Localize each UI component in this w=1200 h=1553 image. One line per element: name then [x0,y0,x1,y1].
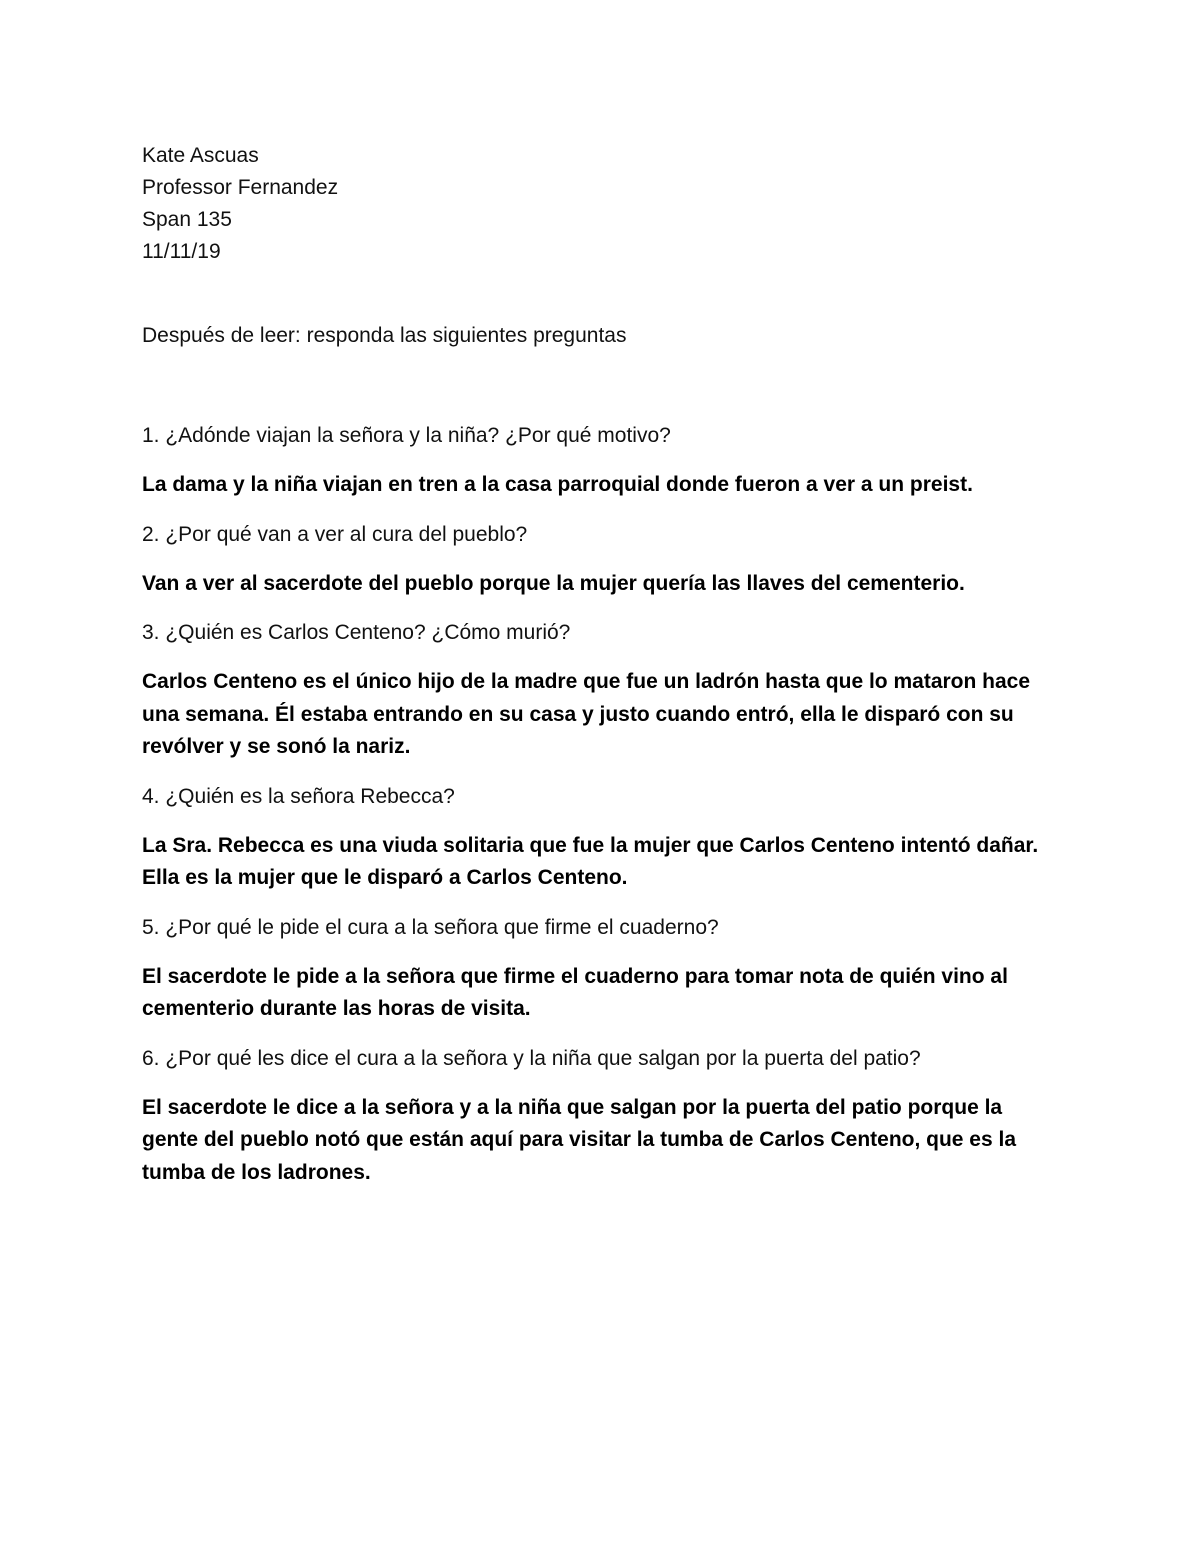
qa-item [142,617,1052,764]
answer-text: Carlos Centeno es el único hijo de la madre que fue un ladrón hasta que lo mataron hace una semana. Él estaba entrando en su casa y justo cuando entró, ella le disparó con su revólver y se sonó la nariz. [142,670,1031,758]
question-text: 4. ¿Quién es la señora Rebecca? [142,784,455,808]
question-text: 2. ¿Por qué van a ver al cura del pueblo? [142,522,528,546]
question-text: 1. ¿Adónde viajan la señora y la niña? ¿Por qué motivo? [142,424,671,447]
professor-name: Professor Fernandez [142,176,339,199]
answer-text: El sacerdote le dice a la señora y a la niña que salgan por la puerta del patio porque la gente del pueblo notó que están aquí para visitar la tumba de Carlos Centeno, que es la tumba de los ladrones. [142,1095,1017,1184]
document-date: 11/11/19 [142,240,221,263]
header-block [142,140,1052,268]
answer-text: El sacerdote le pide a la señora que firme el cuaderno para tomar nota de quién vino al cementerio durante las horas de visita. [142,964,1008,1020]
qa-item [142,519,1052,601]
question-text: 6. ¿Por qué les dice el cura a la señora y la niña que salgan por la puerta del patio? [142,1046,921,1070]
qa-list [142,420,1052,1189]
document-body [142,140,1052,1206]
answer-text: Van a ver al sacerdote del pueblo porque la mujer quería las llaves del cementerio. [142,571,965,595]
answer-text: La Sra. Rebecca es una viuda solitaria que fue la mujer que Carlos Centeno intentó dañar. Ella es la mujer que le disparó a Carlos Centeno. [142,833,1039,889]
qa-item [142,781,1052,895]
instructions-text: Después de leer: responda las siguientes preguntas [142,324,627,347]
qa-item [142,1043,1052,1190]
question-text: 3. ¿Quién es Carlos Centeno? ¿Cómo murió? [142,621,571,644]
qa-item [142,420,1052,502]
course-name: Span 135 [142,208,232,231]
question-text: 5. ¿Por qué le pide el cura a la señora que firme el cuaderno? [142,915,719,939]
qa-item [142,912,1052,1026]
answer-text: La dama y la niña viajan en tren a la casa parroquial donde fueron a ver a un preist. [142,473,973,496]
student-name: Kate Ascuas [142,144,259,167]
